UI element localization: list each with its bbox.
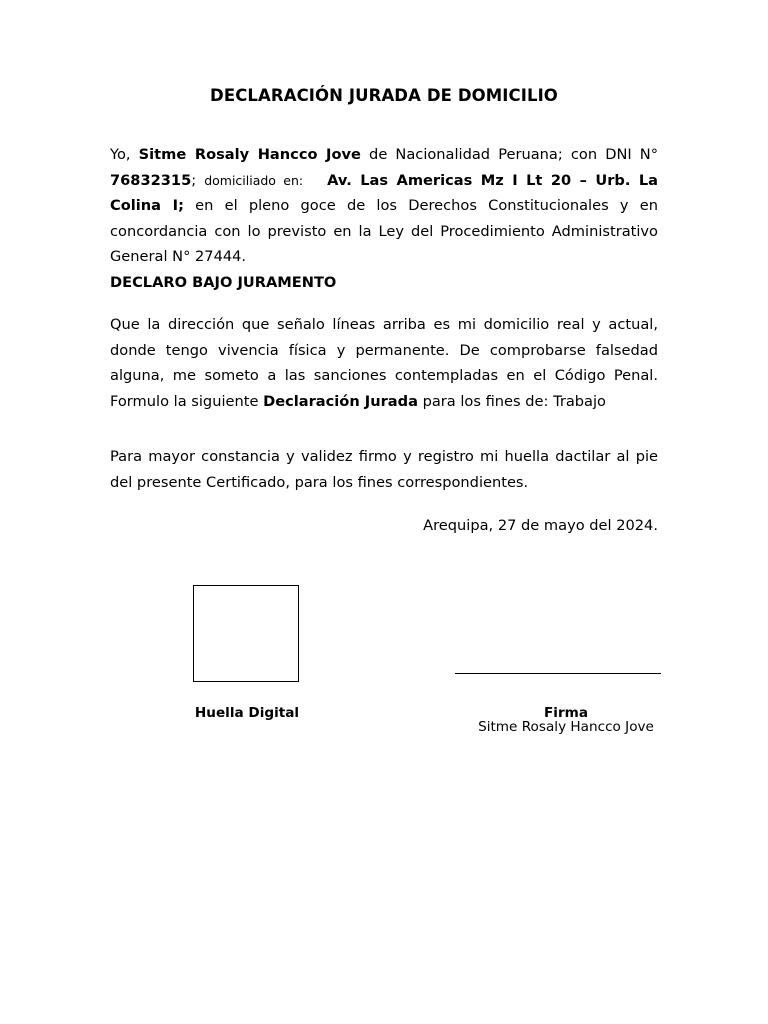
statement-formulo: Formulo la siguiente: [110, 392, 264, 410]
intro-semicolon: ;: [191, 171, 205, 189]
intro-domiciliado: domiciliado en:: [204, 172, 304, 188]
statement-declaracion: Declaración Jurada: [263, 392, 418, 410]
intro-rest: en el pleno goce de los Derechos Constitucionales y en concordancia con lo previsto en la Ley del Procedimiento Administrativo General N° 27444.: [110, 197, 659, 265]
huella-digital-label: Huella Digital: [194, 705, 300, 721]
statement-fines: para los fines de: Trabajo: [417, 392, 606, 410]
dni-number: 76832315: [110, 171, 192, 189]
statement-text: Que la dirección que señalo líneas arriba es mi domicilio real y actual, donde tengo vivencia física y permanente. De comprobarse falsedad alguna, me someto a las sanciones contempladas en el Código Penal.: [110, 316, 658, 384]
declarant-name: Sitme Rosaly Hancco Jove: [138, 146, 361, 163]
date-line: Arequipa, 27 de mayo del 2024.: [423, 517, 658, 534]
declaro-heading: DECLARO BAJO JURAMENTO: [110, 273, 337, 291]
intro-yo: Yo,: [110, 146, 139, 163]
document-title: DECLARACIÓN JURADA DE DOMICILIO: [210, 86, 558, 105]
intro-paragraph: [110, 142, 658, 295]
intro-nationality: de Nacionalidad Peruana; con DNI N°: [360, 146, 659, 163]
fingerprint-box: [193, 585, 299, 682]
statement-paragraph: [110, 312, 658, 414]
firma-label: Firma: [544, 705, 588, 721]
constancia-paragraph: Para mayor constancia y validez firmo y registro mi huella dactilar al pie del presente Certificado, para los fines correspondientes.: [110, 448, 658, 491]
signature-line: [455, 673, 661, 674]
signer-name: Sitme Rosaly Hancco Jove: [478, 719, 654, 735]
address-text: Av. Las Americas Mz I Lt 20 – Urb. La Colina I;: [110, 171, 658, 214]
